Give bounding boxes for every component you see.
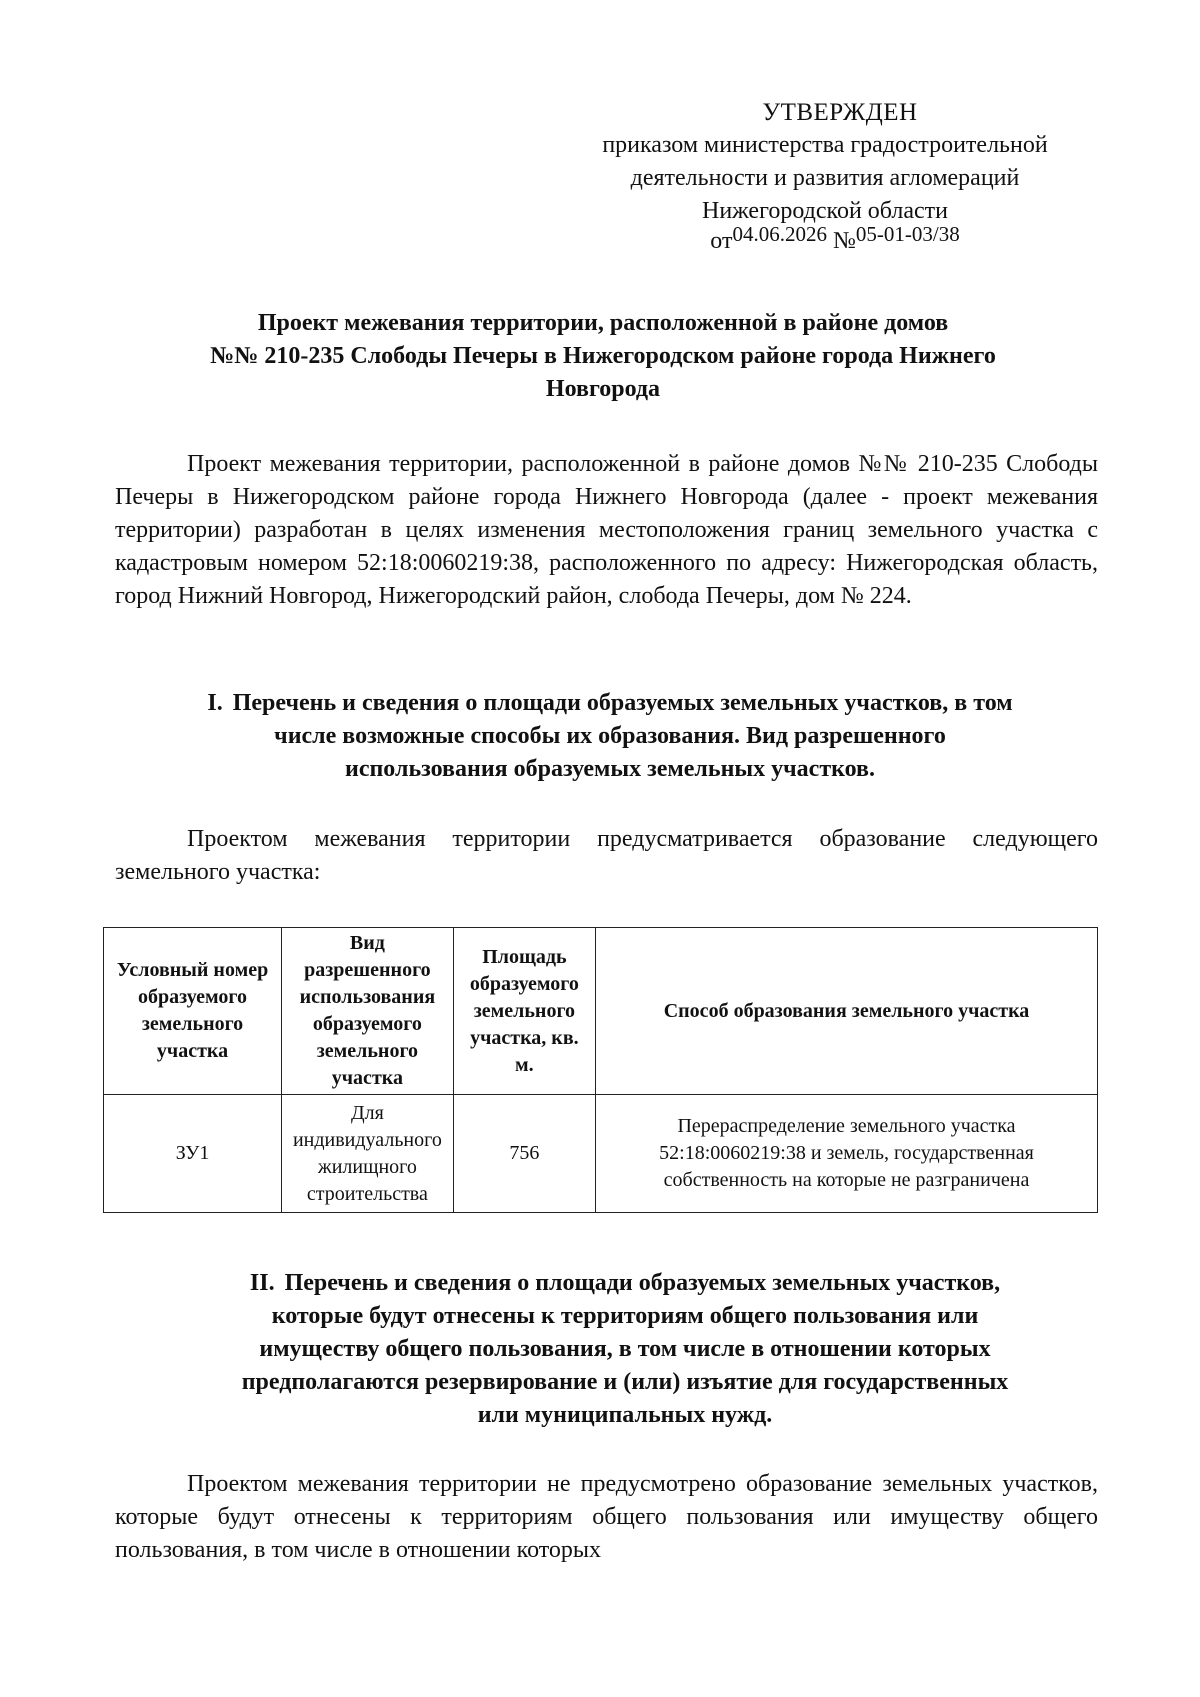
header-area: Площадь образуемого земельного участка, кв. м.: [453, 928, 595, 1095]
approval-title: УТВЕРЖДЕН: [762, 99, 918, 126]
section-1-line-1: Перечень и сведения о площади образуемых земельных участков, в том: [232, 690, 1013, 716]
title-line-1: Проект межевания территории, расположенной в районе домов: [257, 310, 949, 336]
section-2-line-3: имуществу общего пользования, в том числе в отношении которых: [259, 1336, 991, 1362]
cell-plot-number: ЗУ1: [104, 1095, 282, 1213]
cell-permitted-use: Для индивидуального жилищного строительства: [282, 1095, 454, 1213]
number-prefix: №: [832, 228, 856, 254]
title-line-3: Новгорода: [545, 376, 661, 402]
section-2-heading: [150, 1267, 1100, 1432]
approval-date: 04.06.2026: [732, 222, 827, 246]
section-2-line-5: или муниципальных нужд.: [477, 1402, 773, 1428]
section-2-line-2: которые будут отнесены к территориям общего пользования или: [271, 1303, 979, 1329]
approval-line-2: деятельности и развития агломераций: [630, 165, 1020, 191]
section-1-line-3: использования образуемых земельных участков.: [344, 756, 875, 782]
document-title: [120, 307, 1086, 406]
section-1-line-2: числе возможные способы их образования. Вид разрешенного: [274, 723, 946, 749]
section-2-paragraph: Проектом межевания территории не предусмотрено образование земельных участков, которые будут отнесены к территориям общего пользования или имуществу общего пользования, в том числе в отношении которых: [115, 1471, 1098, 1563]
title-line-2: №№ 210-235 Слободы Печеры в Нижегородском районе города Нижнего: [210, 343, 996, 369]
table-header-row: [104, 928, 1098, 1095]
section-1-paragraph: Проектом межевания территории предусматривается образование следующего земельного участка:: [115, 826, 1098, 885]
section-2-number: II.: [249, 1270, 275, 1296]
approval-line-1: приказом министерства градостроительной: [602, 132, 1048, 158]
table-row: [104, 1095, 1098, 1213]
section-2-line-4: предполагаются резервирование и (или) изъятие для государственных: [241, 1369, 1009, 1395]
section-2-line-1: Перечень и сведения о площади образуемых земельных участков,: [284, 1270, 1001, 1296]
header-plot-number: Условный номер образуемого земельного участка: [104, 928, 282, 1095]
cell-formation-method: Перераспределение земельного участка 52:18:0060219:38 и земель, государственная собственность на которые не разграничена: [596, 1095, 1098, 1213]
approval-number: 05-01-03/38: [855, 222, 960, 246]
section-1-number: I.: [207, 690, 223, 716]
cell-area: 756: [453, 1095, 595, 1213]
header-permitted-use: Вид разрешенного использования образуемого земельного участка: [282, 928, 454, 1095]
date-prefix: от: [710, 228, 733, 254]
approval-line-3: Нижегородской области: [701, 198, 949, 224]
approval-date-line: [545, 222, 1105, 254]
approval-stamp: [545, 96, 1105, 254]
header-formation-method: Способ образования земельного участка: [596, 928, 1098, 1095]
land-plot-table: [103, 927, 1098, 1213]
section-1-heading: [130, 687, 1090, 786]
intro-paragraph: Проект межевания территории, расположенной в районе домов №№ 210-235 Слободы Печеры в Нижегородском районе города Нижнего Новгорода (далее - проект межевания территории) разработан в целях изменения местоположения границ земельного участка с кадастровым номером 52:18:0060219:38, расположенного по адресу: Нижегородская область, город Нижний Новгород, Нижегородский район, слобода Печеры, дом № 224.: [115, 451, 1098, 609]
